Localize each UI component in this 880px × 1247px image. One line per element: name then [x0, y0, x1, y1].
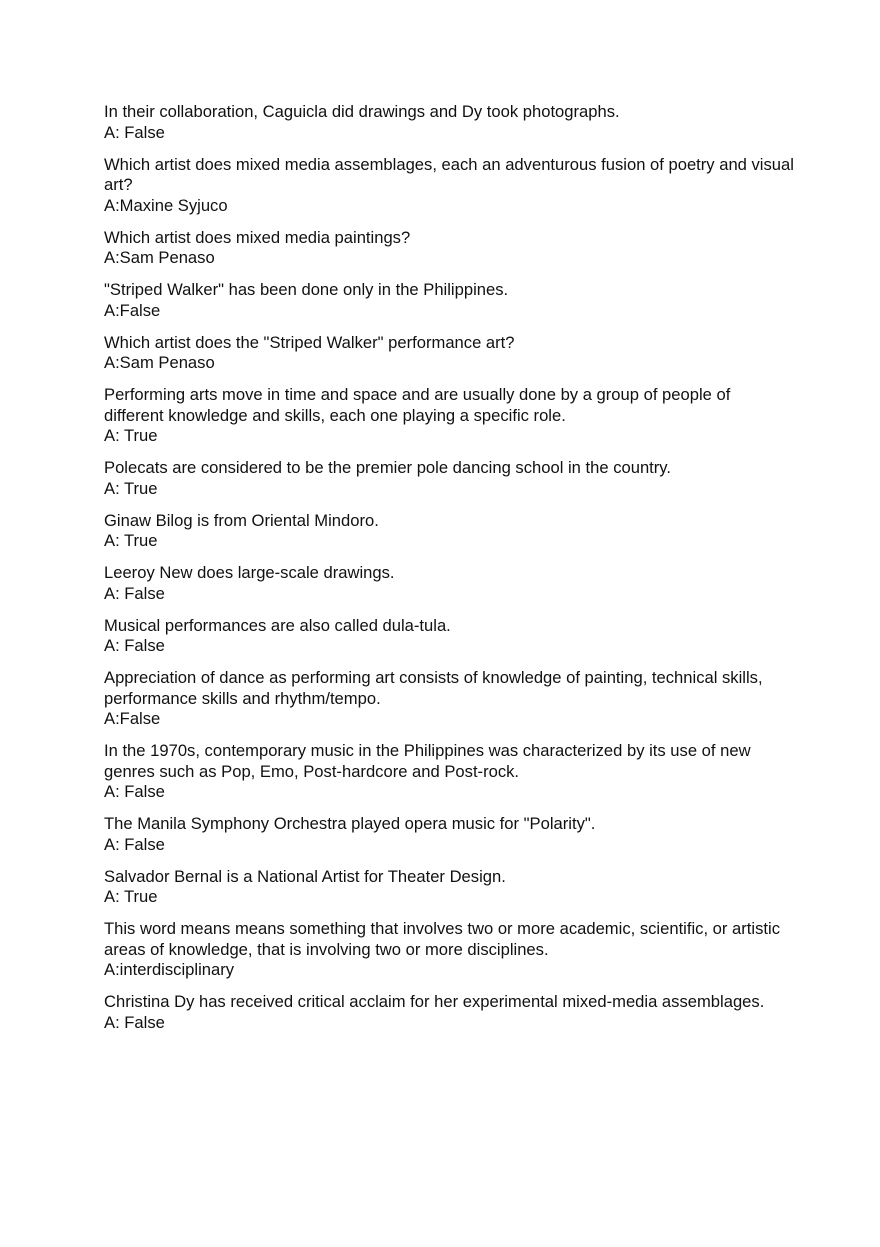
answer-text: A:Sam Penaso: [104, 353, 215, 372]
question-text: Ginaw Bilog is from Oriental Mindoro.: [104, 510, 379, 530]
answer-text: A: True: [104, 531, 158, 550]
answer-text: A: True: [104, 426, 158, 445]
answer-text: A: True: [104, 887, 158, 906]
qa-item: [104, 867, 794, 908]
question-text: Polecats are considered to be the premier pole dancing school in the country.: [104, 458, 671, 477]
qa-item: [104, 102, 794, 143]
answer-text: A: False: [104, 1012, 165, 1032]
question-text: In their collaboration, Caguicla did drawings and Dy took photographs.: [104, 102, 620, 121]
qa-item: [104, 616, 794, 657]
qa-item: [104, 385, 794, 447]
qa-item: [104, 992, 794, 1033]
question-text: "Striped Walker" has been done only in the Philippines.: [104, 280, 509, 299]
answer-text: A:False: [104, 709, 161, 728]
question-text: Musical performances are also called dula-tula.: [104, 615, 451, 635]
question-text: Performing arts move in time and space and are usually done by a group of people of different knowledge and skills, each one playing a specific role.: [104, 385, 731, 425]
question-text: Which artist does mixed media paintings?: [104, 227, 411, 247]
qa-item: [104, 280, 794, 321]
answer-text: A:Sam Penaso: [104, 248, 215, 267]
qa-item: [104, 458, 794, 499]
qa-item: [104, 563, 794, 604]
qa-item: [104, 814, 794, 855]
answer-text: A: False: [104, 583, 165, 603]
qa-item: [104, 668, 794, 730]
question-text: In the 1970s, contemporary music in the Philippines was characterized by its use of new genres such as Pop, Emo, Post-hardcore and Post-rock.: [104, 741, 751, 781]
question-text: Christina Dy has received critical acclaim for her experimental mixed-media assemblages.: [104, 992, 765, 1011]
answer-text: A: False: [104, 782, 165, 801]
answer-text: A:Maxine Syjuco: [104, 195, 228, 215]
question-text: Appreciation of dance as performing art consists of knowledge of painting, technical skills, performance skills and rhythm/tempo.: [104, 668, 763, 708]
question-text: Which artist does the "Striped Walker" performance art?: [104, 332, 515, 352]
answer-text: A:interdisciplinary: [104, 960, 235, 979]
qa-item: [104, 511, 794, 552]
qa-item: [104, 919, 794, 981]
question-text: Leeroy New does large-scale drawings.: [104, 563, 395, 582]
answer-text: A: True: [104, 478, 158, 498]
question-text: Which artist does mixed media assemblages, each an adventurous fusion of poetry and visual art?: [104, 154, 794, 194]
question-text: The Manila Symphony Orchestra played opera music for "Polarity".: [104, 814, 596, 833]
answer-text: A: False: [104, 636, 165, 655]
question-text: This word means means something that involves two or more academic, scientific, or artistic areas of knowledge, that is involving two or more disciplines.: [104, 919, 780, 959]
answer-text: A: False: [104, 122, 165, 142]
qa-item: [104, 228, 794, 269]
answer-text: A:False: [104, 300, 161, 320]
answer-text: A: False: [104, 834, 165, 854]
document-page: [104, 102, 794, 1045]
qa-item: [104, 333, 794, 374]
question-text: Salvador Bernal is a National Artist for Theater Design.: [104, 866, 506, 886]
qa-item: [104, 155, 794, 217]
qa-item: [104, 741, 794, 803]
